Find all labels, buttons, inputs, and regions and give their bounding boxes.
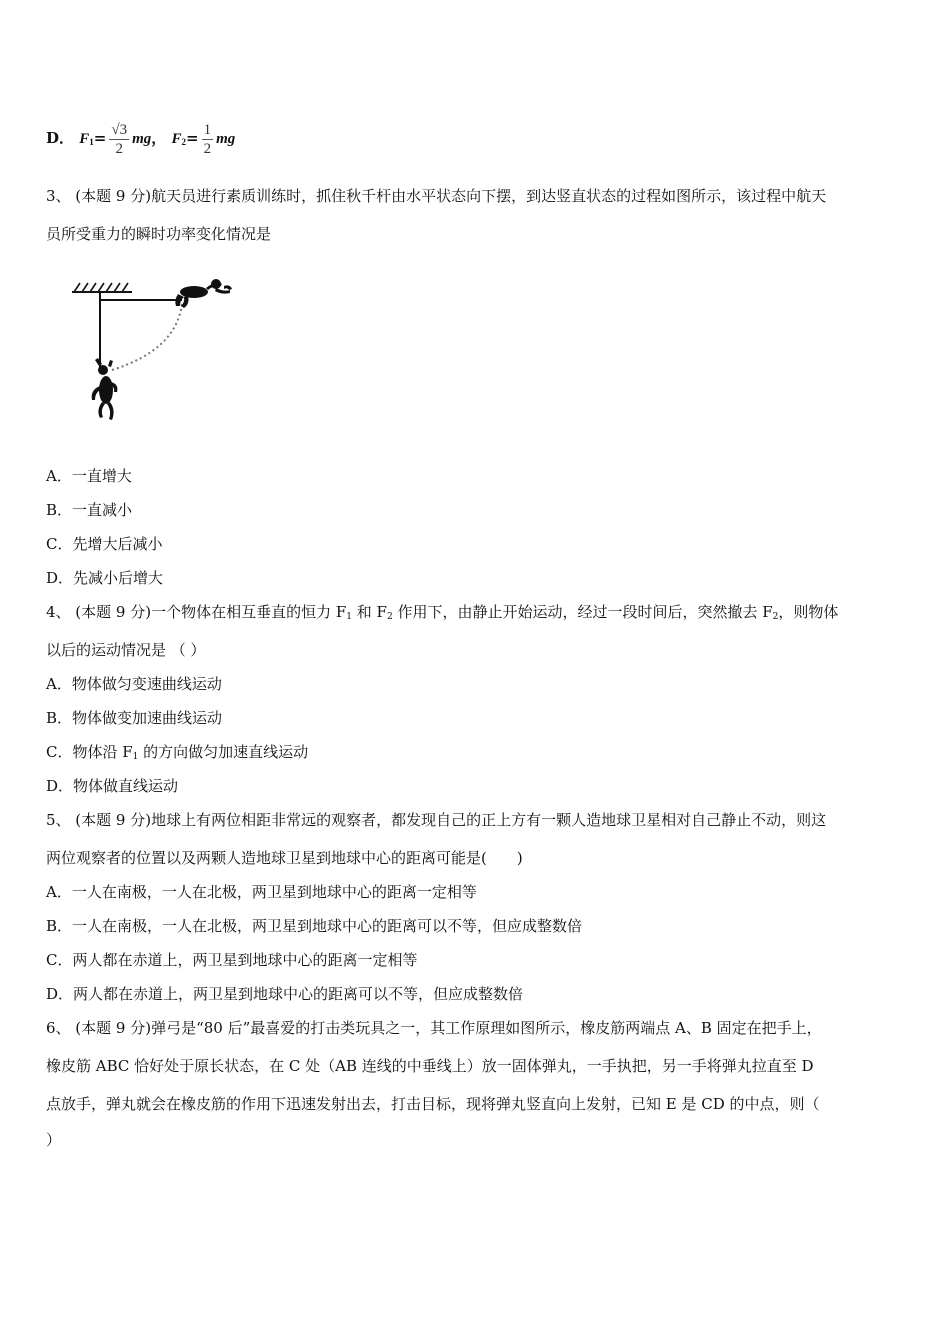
- q5-option-d: D．两人都在赤道上，两卫星到地球中心的距离可以不等，但应成整数倍: [46, 985, 524, 1003]
- f1-symbol: F: [79, 131, 90, 147]
- q5-stem-line-1: 5、 (本题 9 分)地球上有两位相距非常远的观察者，都发现自己的正上方有一颗人造地球卫星相对自己静止不动，则这: [46, 811, 827, 829]
- q4-option-d: D．物体做直线运动: [46, 777, 179, 795]
- q4-option-c: [46, 742, 308, 767]
- fraction-denominator: 2: [203, 140, 212, 157]
- f2-subscript: 2: [181, 137, 187, 147]
- q4-text-a: 4、 (本题 9 分)一个物体在相互垂直的恒力 F: [46, 603, 347, 621]
- q6-stem-line-1: 6、 (本题 9 分)弹弓是“80 后”最喜爱的打击类玩具之一，其工作原理如图所示，橡皮筋两端点 A、B 固定在把手上，: [46, 1019, 822, 1037]
- fraction-denominator: 2: [115, 140, 123, 157]
- astronaut-bottom: [92, 358, 118, 420]
- mg-2: mg: [216, 131, 236, 147]
- f1-subscript: 1: [132, 752, 139, 762]
- q4-option-c-text-a: C．物体沿 F: [46, 743, 133, 761]
- fraction-sqrt3-over-2: [109, 121, 129, 158]
- f2-subscript: 2: [772, 612, 779, 622]
- fraction-numerator: 1: [203, 121, 212, 138]
- equals-2: =: [186, 129, 199, 147]
- q6-stem-line-4: ）: [46, 1131, 62, 1149]
- f2-subscript: 2: [386, 612, 393, 622]
- mg-1: mg: [132, 131, 152, 147]
- q4-text-b: 和 F: [352, 603, 387, 621]
- q3-option-a: A．一直增大: [46, 467, 132, 485]
- q3-option-c: C．先增大后减小: [46, 535, 163, 553]
- f1-subscript: 1: [89, 137, 94, 147]
- q3-stem-line-1: 3、 (本题 9 分)航天员进行素质训练时，抓住秋千杆由水平状态向下摆，到达竖直状态的过程如图所示，该过程中航天: [46, 187, 827, 205]
- q4-stem-line-1: [46, 602, 838, 627]
- q3-option-d: D．先减小后增大: [46, 569, 164, 587]
- equals-1: =: [93, 129, 107, 147]
- q6-stem-line-3: 点放手，弹丸就会在橡皮筋的作用下迅速发射出去，打击目标，现将弹丸竖直向上发射，已知 E 是 CD 的中点，则（: [46, 1095, 820, 1113]
- astronaut-top: [175, 279, 232, 308]
- option-label: D．: [46, 129, 75, 147]
- swing-figure: [66, 270, 246, 430]
- fraction-numerator: √3: [111, 121, 128, 138]
- q4-option-c-text-b: 的方向做匀加速直线运动: [138, 743, 309, 761]
- q5-option-a: A．一人在南极，一人在北极，两卫星到地球中心的距离一定相等: [46, 883, 477, 901]
- q6-stem-line-2: 橡皮筋 ABC 恰好处于原长状态，在 C 处（AB 连线的中垂线上）放一固体弹丸，一手执把，另一手将弹丸拉直至 D: [46, 1057, 814, 1075]
- q4-option-b: B．物体做变加速曲线运动: [46, 709, 223, 727]
- q3-option-b: B．一直减小: [46, 501, 133, 519]
- q5-option-b: B．一人在南极，一人在北极，两卫星到地球中心的距离可以不等，但应成整数倍: [46, 917, 583, 935]
- fraction-1-over-2: [202, 121, 214, 158]
- f1-subscript: 1: [346, 612, 353, 622]
- q4-text-d: ，则物体: [778, 603, 839, 621]
- q2-option-d: [46, 118, 235, 162]
- q3-stem-line-2: 员所受重力的瞬时功率变化情况是: [46, 225, 272, 243]
- q4-option-a: A．物体做匀变速曲线运动: [46, 675, 222, 693]
- q4-text-c: 作用下，由静止开始运动，经过一段时间后，突然撤去 F: [392, 603, 773, 621]
- q5-option-c: C．两人都在赤道上，两卫星到地球中心的距离一定相等: [46, 951, 418, 969]
- q4-stem-line-2: 以后的运动情况是 （ ）: [46, 641, 206, 659]
- f2-symbol: F: [171, 131, 182, 147]
- separator: ，: [151, 129, 167, 147]
- q5-stem-line-2: 两位观察者的位置以及两颗人造地球卫星到地球中心的距离可能是( ): [46, 849, 523, 867]
